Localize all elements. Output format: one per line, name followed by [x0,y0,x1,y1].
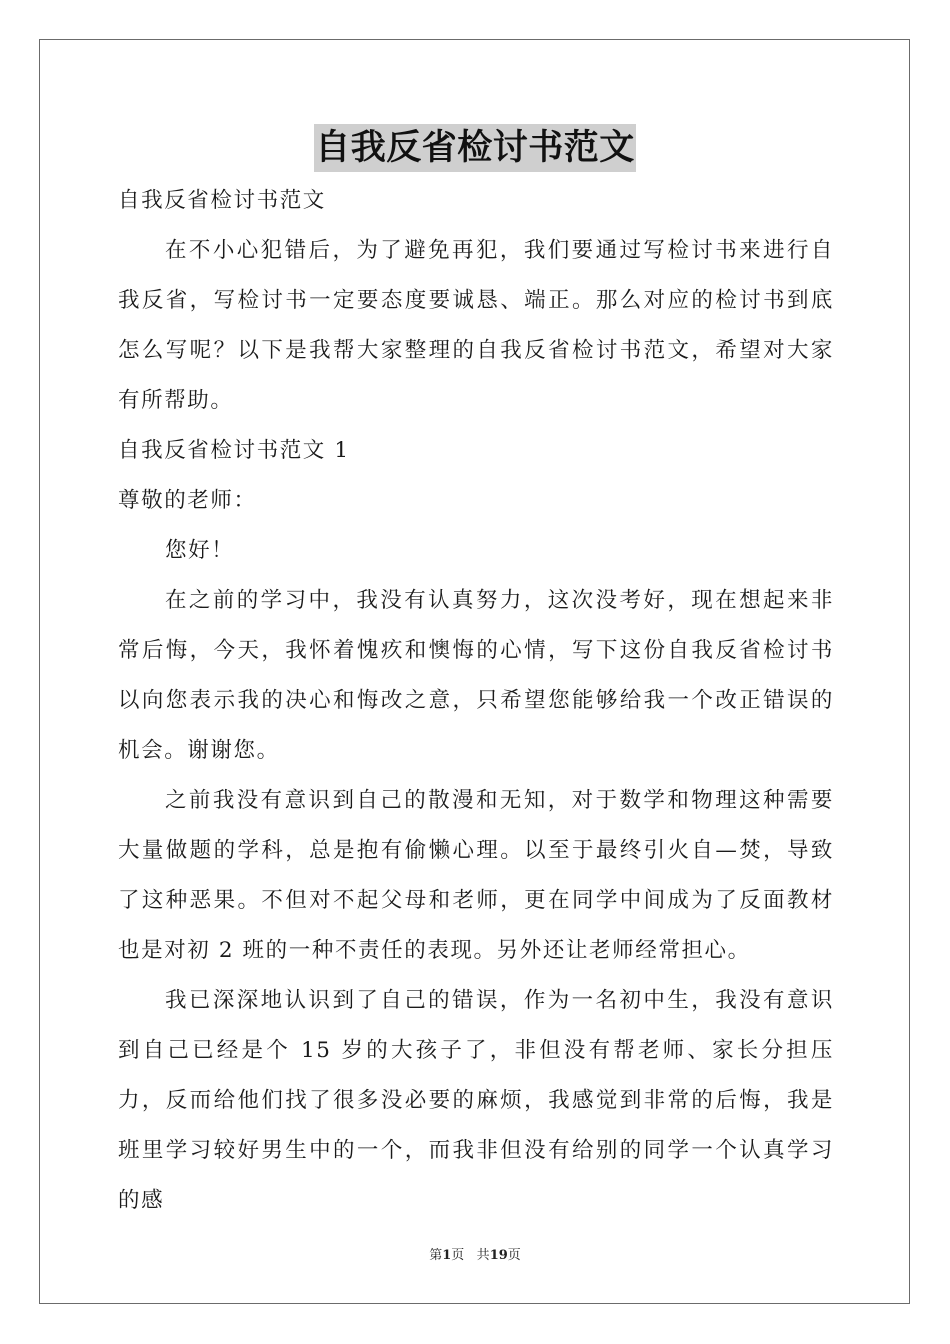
body-paragraph: 我已深深地认识到了自己的错误，作为一名初中生，我没有意识到自己已经是个 15 岁的大孩子了，非但没有帮老师、家长分担压力，反而给他们找了很多没必要的麻烦，我感觉到非常的后悔，我是班里学习较好男生中的一个，而我非但没有给别的同学一个认真学习的感 [118,988,834,1213]
salutation: 尊敬的老师： [118,488,257,513]
subtitle-paragraph: 自我反省检讨书范文 [118,188,326,213]
page-number: 1 [442,1248,452,1263]
document-body [118,176,834,1226]
section-heading: 自我反省检讨书范文 1 [118,438,350,463]
page-prefix: 第 [429,1248,443,1263]
page-footer [0,1247,950,1265]
greeting: 您好！ [165,538,235,563]
body-paragraph: 在之前的学习中，我没有认真努力，这次没考好，现在想起来非常后悔，今天，我怀着愧疚和懊悔的心情，写下这份自我反省检讨书以向您表示我的决心和悔改之意，只希望您能够给我一个改正错误的机会。谢谢您。 [118,588,834,763]
total-prefix: 共 [476,1248,490,1263]
total-pages: 19 [489,1248,508,1263]
title-container [0,124,950,172]
total-suffix: 页 [507,1248,521,1263]
document-title: 自我反省检讨书范文 [314,124,636,172]
page-suffix: 页 [451,1248,465,1263]
intro-paragraph: 在不小心犯错后，为了避免再犯，我们要通过写检讨书来进行自我反省，写检讨书一定要态度要诚恳、端正。那么对应的检讨书到底怎么写呢？以下是我帮大家整理的自我反省检讨书范文，希望对大家有所帮助。 [118,238,834,413]
body-paragraph: 之前我没有意识到自己的散漫和无知，对于数学和物理这种需要大量做题的学科，总是抱有偷懒心理。以至于最终引火自—焚，导致了这种恶果。不但对不起父母和老师，更在同学中间成为了反面教材也是对初 2 班的一种不责任的表现。另外还让老师经常担心。 [118,788,834,963]
